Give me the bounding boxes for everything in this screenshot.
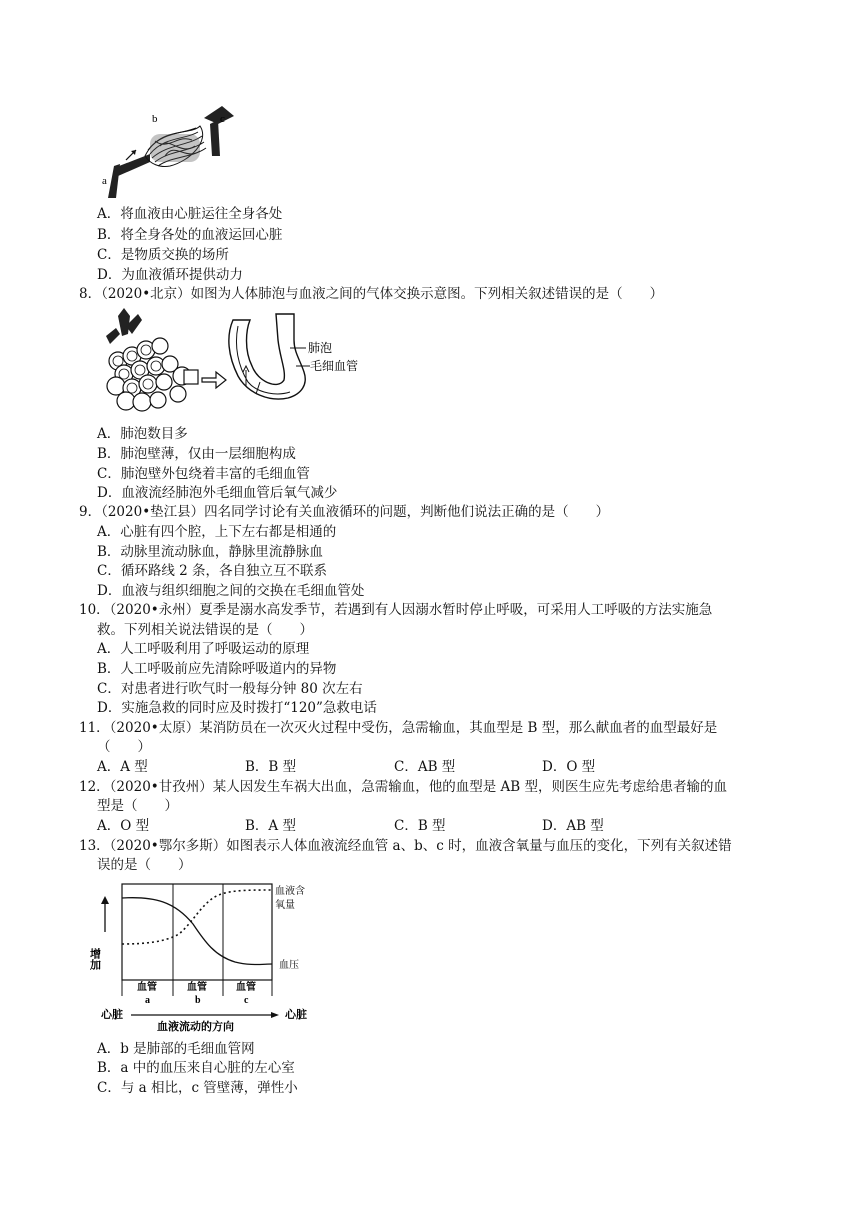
q8-option-b: B．肺泡壁薄，仅由一层细胞构成 <box>97 446 296 462</box>
q12-stem-line2: 型是（ ） <box>97 798 178 814</box>
q8-label-capillary: 毛细血管 <box>310 359 359 373</box>
q7-label-a: a <box>102 175 107 187</box>
q13-heart-left: 心脏 <box>101 1008 123 1021</box>
q7-option-a: A．将血液由心脏运往全身各处 <box>97 206 283 222</box>
q12-option-a: A．O 型 <box>97 818 150 834</box>
q7-label-b: b <box>152 113 158 125</box>
q13-chart <box>88 876 325 1036</box>
q12-option-c: C．B 型 <box>394 818 446 834</box>
q13-option-b: B．a 中的血压来自心脏的左心室 <box>97 1060 295 1076</box>
q11-stem-line2: （ ） <box>97 739 151 755</box>
q13-option-a: A．b 是肺部的毛细血管网 <box>97 1041 255 1057</box>
q13-option-c: C．与 a 相比，c 管壁薄，弹性小 <box>97 1080 298 1096</box>
q11-option-a: A．A 型 <box>97 759 148 775</box>
q7-label-c: c <box>220 113 225 125</box>
q13-stem-line2: 误的是（ ） <box>97 857 192 873</box>
svg-text:血管: 血管 <box>236 982 256 993</box>
q10-option-c: C．对患者进行吹气时一般每分钟 80 次左右 <box>97 681 363 697</box>
q13-oxygen-label-1: 血液含 <box>275 886 305 897</box>
q8-option-a: A．肺泡数目多 <box>97 426 188 442</box>
svg-text:b: b <box>195 995 201 1006</box>
q7-option-b: B．将全身各处的血液运回心脏 <box>97 227 283 243</box>
q7-vessel-figure <box>100 106 240 201</box>
q7-option-d: D．为血液循环提供动力 <box>97 267 243 283</box>
q8-option-c: C．肺泡壁外包绕着丰富的毛细血管 <box>97 466 310 482</box>
q9-option-c: C．循环路线 2 条，各自独立互不联系 <box>97 563 328 579</box>
q7-option-c: C．是物质交换的场所 <box>97 247 229 263</box>
q13-stem-line1: 13．（2020•鄂尔多斯）如图表示人体血液流经血管 a、b、c 时，血液含氧量与血压的变化，下列有关叙述错 <box>79 838 732 854</box>
q12-option-d: D．AB 型 <box>542 818 604 834</box>
q9-option-d: D．血液与组织细胞之间的交换在毛细血管处 <box>97 583 365 599</box>
q11-stem-line1: 11．（2020•太原）某消防员在一次灭火过程中受伤，急需输血，其血型是 B 型，那么献血者的血型最好是 <box>79 720 718 736</box>
svg-text:c: c <box>244 995 249 1006</box>
q13-heart-right: 心脏 <box>285 1008 307 1021</box>
q11-option-c: C．AB 型 <box>394 759 456 775</box>
q9-option-b: B．动脉里流动脉血，静脉里流静脉血 <box>97 544 323 560</box>
q8-option-d: D．血液流经肺泡外毛细血管后氧气减少 <box>97 485 338 501</box>
q10-option-a: A．人工呼吸利用了呼吸运动的原理 <box>97 641 310 657</box>
q12-option-b: B．A 型 <box>245 818 296 834</box>
q10-option-b: B．人工呼吸前应先清除呼吸道内的异物 <box>97 661 337 677</box>
q8-label-alveolus: 肺泡 <box>308 341 333 355</box>
q8-alveoli-figure <box>98 306 358 414</box>
svg-text:血管: 血管 <box>187 982 207 993</box>
q13-pressure-label: 血压 <box>279 960 299 971</box>
q13-y-label: 增加 <box>88 948 102 970</box>
q9-option-a: A．心脏有四个腔，上下左右都是相通的 <box>97 524 337 540</box>
q13-oxygen-label-2: 氧量 <box>275 900 295 911</box>
q10-stem-line1: 10．（2020•永州）夏季是溺水高发季节，若遇到有人因溺水暂时停止呼吸，可采用人工呼吸的方法实施急 <box>79 602 713 618</box>
q9-stem: 9．（2020•垫江县）四名同学讨论有关血液循环的问题，判断他们说法正确的是（ ） <box>79 504 610 520</box>
q13-pressure-curve <box>122 898 272 965</box>
q10-option-d: D．实施急救的同时应及时拨打“120”急救电话 <box>97 700 377 716</box>
q13-flow-label: 血液流动的方向 <box>157 1020 234 1033</box>
q12-stem-line1: 12．（2020•甘孜州）某人因发生车祸大出血，急需输血，他的血型是 AB 型，则医生应先考虑给患者输的血 <box>79 779 727 795</box>
svg-text:a: a <box>145 995 150 1006</box>
q8-stem: 8．（2020•北京）如图为人体肺泡与血液之间的气体交换示意图。下列相关叙述错误的是（ ） <box>79 286 664 302</box>
q10-stem-line2: 救。下列相关说法错误的是（ ） <box>97 622 313 638</box>
svg-text:血管: 血管 <box>137 982 157 993</box>
q11-option-b: B．B 型 <box>245 759 297 775</box>
q11-option-d: D．O 型 <box>542 759 596 775</box>
